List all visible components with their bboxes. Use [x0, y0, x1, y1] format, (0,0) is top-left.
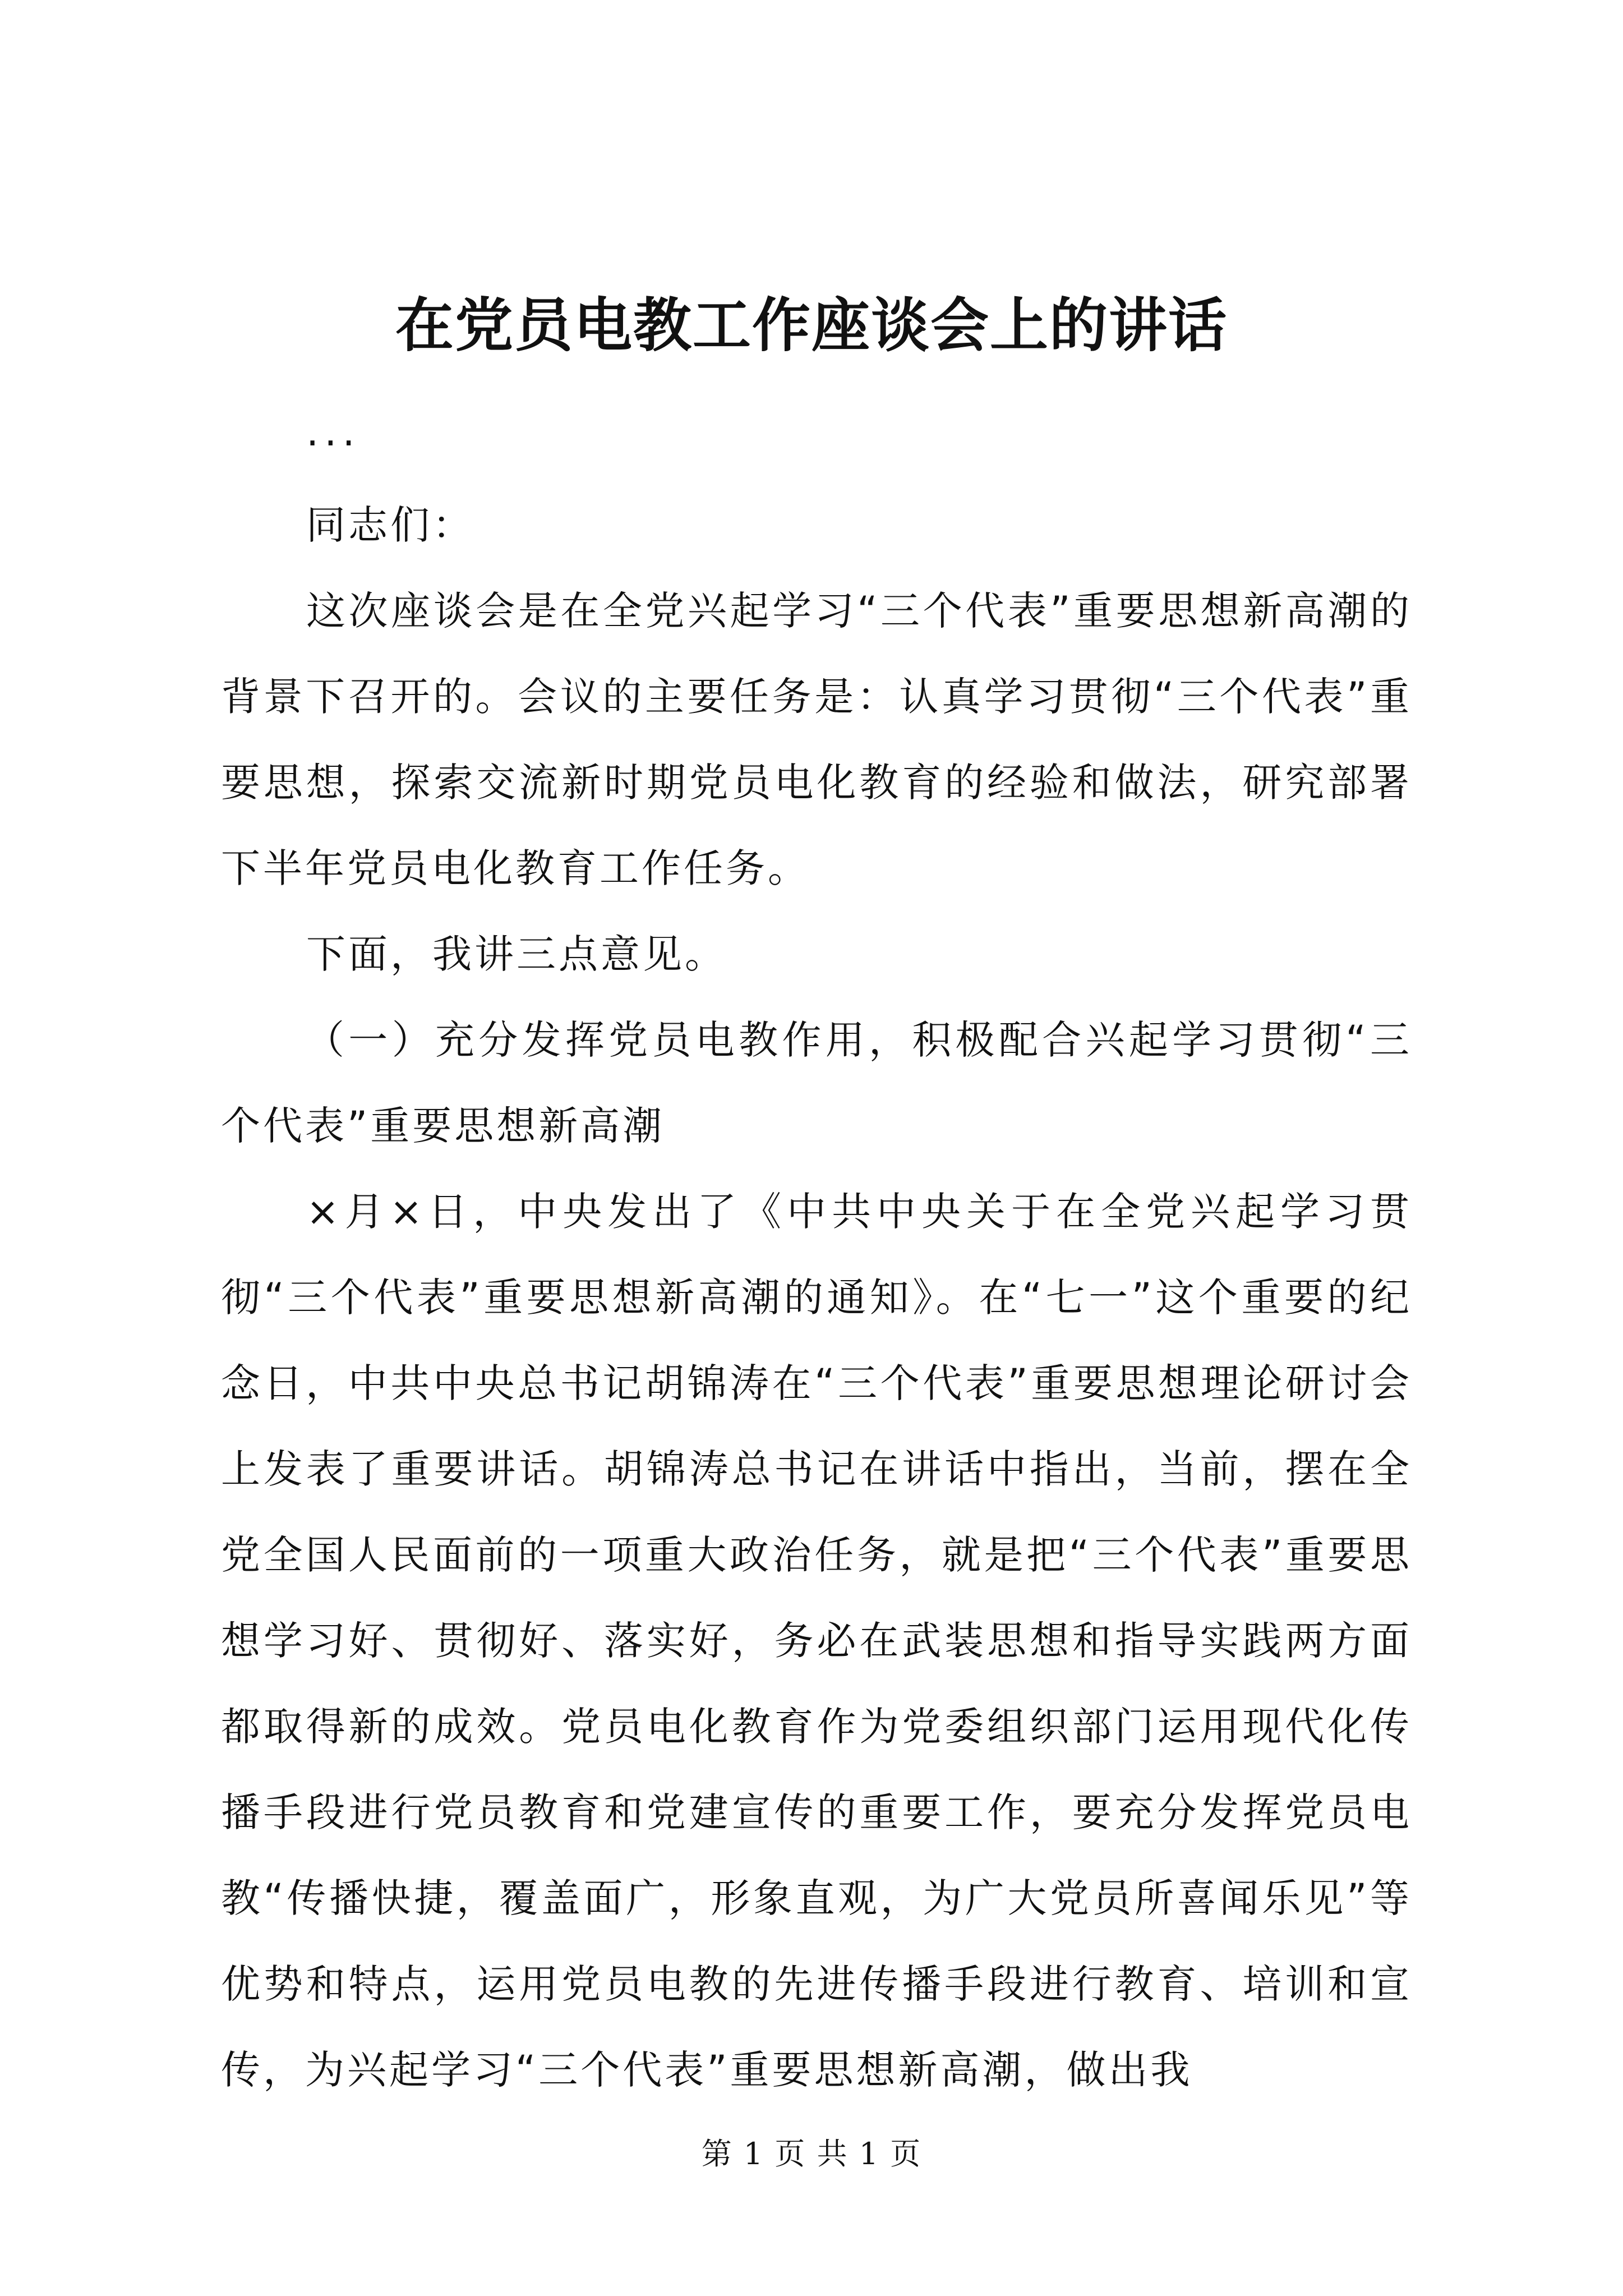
page-footer: 第 1 页 共 1 页 — [701, 2136, 922, 2171]
outline-paragraph: 下面，我讲三点意见。 — [306, 931, 727, 977]
intro-paragraph: 这次座谈会是在全党兴起学习“三个代表”重要思想新高潮的背景下召开的。会议的主要任务是：认真学习贯彻“三个代表”重要思想，探索交流新时期党员电化教育的经验和做法，研究部署下半年党员电化教育工作任务。 — [221, 588, 1412, 891]
document-body — [221, 404, 1412, 2113]
body-paragraph: ×月×日，中央发出了《中共中央关于在全党兴起学习贯彻“三个代表”重要思想新高潮的通知》。在“七一”这个重要的纪念日，中共中央总书记胡锦涛在“三个代表”重要思想理论研讨会上发表了重要讲话。胡锦涛总书记在讲话中指出，当前，摆在全党全国人民面前的一项重大政治任务，就是把“三个代表”重要思想学习好、贯彻好、落实好，务必在武装思想和指导实践两方面都取得新的成效。党员电化教育作为党委组织部门运用现代化传播手段进行党员教育和党建宣传的重要工作，要充分发挥党员电教“传播快捷，覆盖面广，形象直观，为广大党员所喜闻乐见”等优势和特点，运用党员电教的先进传播手段进行教育、培训和宣传，为兴起学习“三个代表”重要思想新高潮，做出我 — [221, 1189, 1412, 2093]
document-title: 在党员电教工作座谈会上的讲话 — [395, 291, 1228, 360]
ellipsis-marker: ... — [306, 409, 361, 455]
salutation-paragraph: 同志们： — [306, 502, 474, 548]
section-heading: （一）充分发挥党员电教作用，积极配合兴起学习贯彻“三个代表”重要思想新高潮 — [221, 1017, 1412, 1149]
